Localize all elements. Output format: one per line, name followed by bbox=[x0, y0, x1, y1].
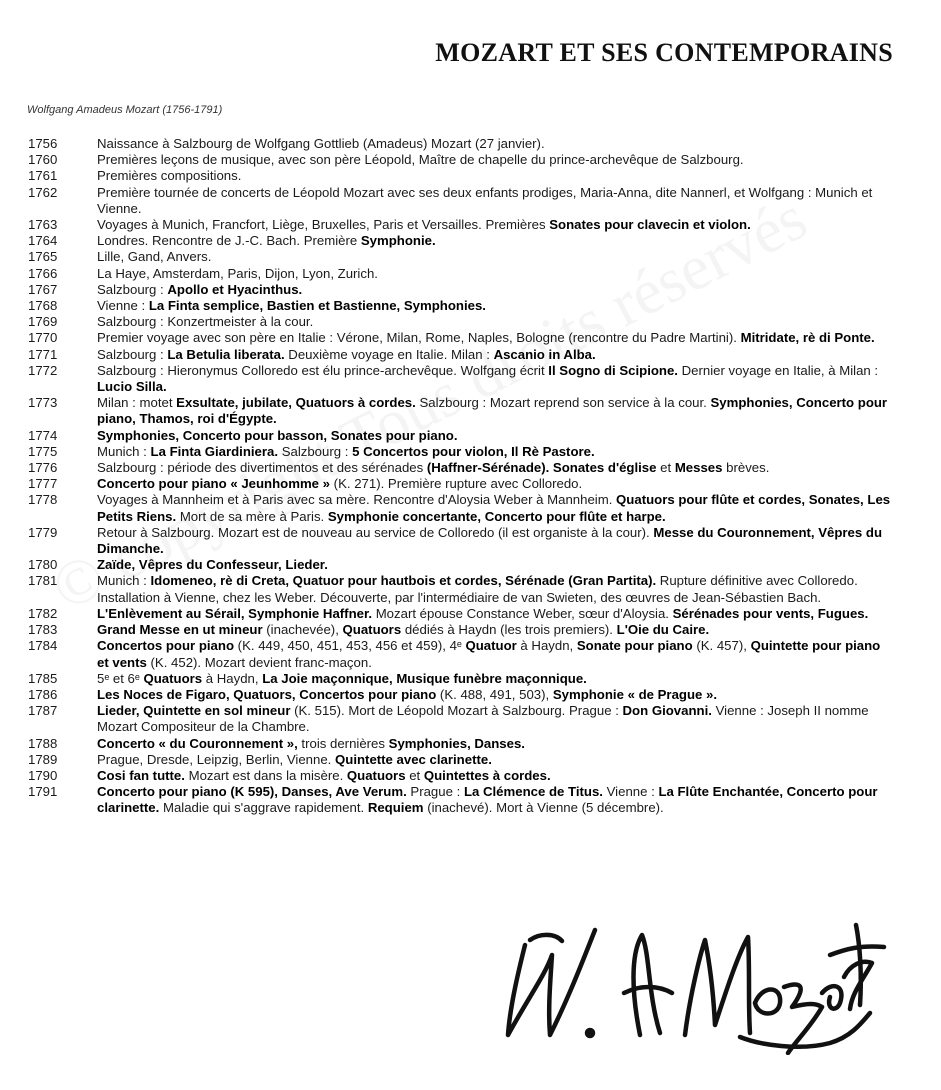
timeline-description bbox=[97, 152, 894, 168]
description-text: trois dernières bbox=[297, 735, 389, 751]
timeline-year: 1790 bbox=[28, 767, 58, 783]
timeline-row bbox=[28, 298, 894, 314]
work-title: Sérénades pour vents, Fugues. bbox=[672, 605, 869, 621]
work-title: Les Noces de Figaro, Quatuors, Concertos pour piano bbox=[97, 686, 437, 702]
timeline-description bbox=[97, 622, 894, 638]
timeline-row bbox=[28, 492, 894, 524]
description-text: Prague : bbox=[406, 784, 464, 800]
timeline-year: 1769 bbox=[28, 314, 58, 330]
timeline-row bbox=[28, 347, 894, 363]
work-title: Quatuors bbox=[342, 622, 402, 638]
timeline-row bbox=[28, 282, 894, 298]
timeline-row bbox=[28, 233, 894, 249]
timeline-description bbox=[97, 525, 894, 557]
description-text: Salzbourg : bbox=[97, 281, 168, 297]
timeline-description bbox=[97, 573, 894, 605]
description-text: brèves. bbox=[722, 460, 770, 476]
work-title: Apollo et Hyacinthus. bbox=[167, 281, 303, 297]
timeline-year: 1780 bbox=[28, 557, 58, 573]
timeline-description bbox=[97, 460, 894, 476]
work-title: Ascanio in Alba. bbox=[493, 346, 596, 362]
work-title: Symphonies, Danses. bbox=[388, 735, 525, 751]
description-text: Premier voyage avec son père en Italie : Vérone, Milan, Rome, Naples, Bologne (rencontre du Padre Martini). bbox=[97, 330, 741, 346]
timeline-row bbox=[28, 476, 894, 492]
timeline-row bbox=[28, 395, 894, 427]
timeline-year: 1768 bbox=[28, 298, 58, 314]
timeline-row bbox=[28, 687, 894, 703]
work-title: L'Oie du Caire. bbox=[616, 622, 710, 638]
timeline-row bbox=[28, 314, 894, 330]
work-title: La Flûte Enchantée, Concerto pour clarinette. bbox=[97, 784, 878, 816]
timeline-description bbox=[97, 492, 894, 524]
timeline-row bbox=[28, 152, 894, 168]
work-title: La Joie maçonnique, Musique funèbre maçonnique. bbox=[262, 670, 587, 686]
timeline-year: 1781 bbox=[28, 573, 58, 589]
work-title: (Haffner-Sérénade). Sonates d'église bbox=[426, 460, 657, 476]
work-title: Quatuors bbox=[346, 767, 406, 783]
timeline-description bbox=[97, 233, 894, 249]
description-text: Dernier voyage en Italie, à Milan : bbox=[677, 362, 879, 378]
timeline-row bbox=[28, 525, 894, 557]
work-title: Messe du Couronnement, Vêpres du Dimanche. bbox=[97, 524, 882, 557]
description-text: 5ᵉ et 6ᵉ bbox=[97, 670, 144, 686]
timeline-description bbox=[97, 266, 894, 282]
timeline-row bbox=[28, 428, 894, 444]
description-text: à Haydn, bbox=[516, 638, 577, 654]
timeline-row bbox=[28, 363, 894, 395]
work-title: Grand Messe en ut mineur bbox=[97, 622, 263, 638]
description-text: Premières leçons de musique, avec son père Léopold, Maître de chapelle du prince-archevêque de Salzbourg. bbox=[97, 152, 744, 168]
timeline-year: 1766 bbox=[28, 265, 58, 281]
timeline-description bbox=[97, 671, 894, 687]
timeline-year: 1785 bbox=[28, 670, 58, 686]
timeline-row bbox=[28, 330, 894, 346]
description-text: Munich : bbox=[97, 443, 151, 459]
description-text: Salzbourg : Hieronymus Colloredo est élu prince-archevêque. Wolfgang écrit bbox=[97, 362, 549, 378]
description-text: Munich : bbox=[97, 573, 151, 589]
timeline-description bbox=[97, 606, 894, 622]
work-title: Quintettes à cordes. bbox=[423, 767, 551, 783]
work-title: Symphonie « de Prague ». bbox=[552, 686, 718, 702]
work-title: Lucio Silla. bbox=[97, 379, 167, 395]
timeline-description bbox=[97, 768, 894, 784]
timeline-description bbox=[97, 347, 894, 363]
timeline-year: 1772 bbox=[28, 362, 58, 378]
work-title: Concerto pour piano (K 595), Danses, Ave Verum. bbox=[97, 784, 407, 800]
timeline-row bbox=[28, 638, 894, 670]
timeline-row bbox=[28, 185, 894, 217]
timeline-year: 1756 bbox=[28, 136, 58, 151]
work-title: Messes bbox=[674, 460, 723, 476]
description-text: Vienne : bbox=[602, 784, 659, 800]
description-text: Mozart épouse Constance Weber, sœur d'Aloysia. bbox=[372, 605, 673, 621]
work-title: Quatuors pour flûte et cordes, Sonates, Les Petits Riens. bbox=[97, 492, 891, 524]
timeline-row bbox=[28, 606, 894, 622]
timeline-year: 1791 bbox=[28, 784, 58, 800]
timeline-year: 1784 bbox=[28, 638, 58, 654]
timeline-description bbox=[97, 330, 894, 346]
timeline-row bbox=[28, 136, 894, 152]
work-title: Symphonie concertante, Concerto pour flûte et harpe. bbox=[327, 508, 666, 524]
timeline-description bbox=[97, 687, 894, 703]
description-text: Londres. Rencontre de J.-C. Bach. Première bbox=[97, 233, 361, 249]
timeline-description bbox=[97, 428, 894, 444]
timeline-description bbox=[97, 784, 894, 816]
timeline-year: 1779 bbox=[28, 524, 58, 540]
timeline-year: 1765 bbox=[28, 249, 58, 265]
description-text: Deuxième voyage en Italie. Milan : bbox=[284, 346, 494, 362]
work-title: Symphonie. bbox=[360, 233, 436, 249]
work-title: Sonate pour piano bbox=[576, 638, 693, 654]
timeline-year: 1777 bbox=[28, 476, 58, 492]
timeline-description bbox=[97, 638, 894, 670]
timeline-description bbox=[97, 249, 894, 265]
timeline-row bbox=[28, 444, 894, 460]
description-text: Maladie qui s'aggrave rapidement. bbox=[159, 800, 368, 816]
description-text: et bbox=[656, 460, 675, 476]
timeline-row bbox=[28, 671, 894, 687]
description-text: Première tournée de concerts de Léopold Mozart avec ses deux enfants prodiges, Maria-Anna, dite Nannerl, et Wolfgang : Munich et Vienne. bbox=[97, 184, 873, 216]
description-text: dédiés à Haydn (les trois premiers). bbox=[401, 622, 617, 638]
timeline-description bbox=[97, 363, 894, 395]
description-text: et bbox=[405, 767, 424, 783]
timeline-row bbox=[28, 168, 894, 184]
description-text: (K. 271). Première rupture avec Colloredo. bbox=[330, 476, 583, 492]
work-title: La Finta Giardiniera. bbox=[150, 443, 279, 459]
description-text: Vienne : bbox=[97, 298, 149, 314]
timeline-year: 1789 bbox=[28, 751, 58, 767]
timeline-row bbox=[28, 703, 894, 735]
timeline-year: 1787 bbox=[28, 703, 58, 719]
work-title: Don Giovanni. bbox=[622, 703, 712, 719]
timeline-year: 1776 bbox=[28, 460, 58, 476]
timeline-description bbox=[97, 282, 894, 298]
work-title: La Clémence de Titus. bbox=[463, 784, 603, 800]
timeline-description bbox=[97, 314, 894, 330]
description-text: Vienne : Joseph II nomme Mozart Compositeur de la Chambre. bbox=[97, 703, 869, 735]
page-title: MOZART ET SES CONTEMPORAINS bbox=[435, 38, 893, 67]
description-text: Salzbourg : bbox=[97, 346, 168, 362]
timeline-row bbox=[28, 768, 894, 784]
timeline-description bbox=[97, 395, 894, 427]
description-text: Salzbourg : Konzertmeister à la cour. bbox=[97, 314, 314, 330]
timeline-description bbox=[97, 168, 894, 184]
timeline-year: 1771 bbox=[28, 346, 58, 362]
timeline-year: 1778 bbox=[28, 492, 58, 508]
work-title: Quintette pour piano et vents bbox=[97, 638, 881, 670]
timeline-year: 1764 bbox=[28, 233, 58, 249]
description-text: Retour à Salzbourg. Mozart est de nouveau au service de Colloredo (il est organiste à la cour). bbox=[97, 524, 654, 540]
timeline-row bbox=[28, 266, 894, 282]
work-title: Symphonies, Concerto pour piano, Thamos, roi d'Égypte. bbox=[97, 395, 888, 427]
description-text: (K. 452). Mozart devient franc-maçon. bbox=[146, 654, 372, 670]
description-text: (K. 488, 491, 503), bbox=[436, 686, 553, 702]
timeline-description bbox=[97, 444, 894, 460]
timeline-year: 1774 bbox=[28, 427, 58, 443]
chronology-list bbox=[28, 136, 894, 817]
timeline-year: 1760 bbox=[28, 152, 58, 168]
description-text: Salzbourg : bbox=[278, 443, 353, 459]
description-text: Mort de sa mère à Paris. bbox=[176, 508, 328, 524]
work-title: Zaïde, Vêpres du Confesseur, Lieder. bbox=[97, 557, 328, 573]
timeline-year: 1762 bbox=[28, 184, 58, 200]
description-text: Prague, Dresde, Leipzig, Berlin, Vienne. bbox=[97, 751, 336, 767]
work-title: Quatuor bbox=[465, 638, 517, 654]
timeline-year: 1761 bbox=[28, 168, 58, 184]
timeline-description bbox=[97, 298, 894, 314]
work-title: Concertos pour piano bbox=[97, 638, 235, 654]
work-title: Concerto « du Couronnement », bbox=[97, 735, 298, 751]
timeline-year: 1786 bbox=[28, 686, 58, 702]
timeline-year: 1775 bbox=[28, 443, 58, 459]
timeline-description bbox=[97, 136, 894, 152]
timeline-description bbox=[97, 736, 894, 752]
description-text: Naissance à Salzbourg de Wolfgang Gottlieb (Amadeus) Mozart (27 janvier). bbox=[97, 136, 545, 151]
timeline-row bbox=[28, 217, 894, 233]
work-title: Concerto pour piano « Jeunhomme » bbox=[97, 476, 331, 492]
timeline-row bbox=[28, 557, 894, 573]
description-text: Premières compositions. bbox=[97, 168, 242, 184]
timeline-row bbox=[28, 249, 894, 265]
description-text: La Haye, Amsterdam, Paris, Dijon, Lyon, Zurich. bbox=[97, 265, 378, 281]
description-text: Lille, Gand, Anvers. bbox=[97, 249, 212, 265]
description-text: Salzbourg : Mozart reprend son service à la cour. bbox=[415, 395, 711, 411]
timeline-year: 1763 bbox=[28, 217, 58, 233]
work-title: Mitridate, rè di Ponte. bbox=[740, 330, 875, 346]
description-text: (inachevé). Mort à Vienne (5 décembre). bbox=[423, 800, 664, 816]
work-title: La Betulia liberata. bbox=[167, 346, 285, 362]
timeline-year: 1782 bbox=[28, 605, 58, 621]
work-title: L'Enlèvement au Sérail, Symphonie Haffner. bbox=[97, 605, 373, 621]
work-title: Il Sogno di Scipione. bbox=[548, 362, 678, 378]
work-title: Lieder, Quintette en sol mineur bbox=[97, 703, 291, 719]
timeline-row bbox=[28, 752, 894, 768]
work-title: Requiem bbox=[367, 800, 424, 816]
description-text: Mozart est dans la misère. bbox=[184, 767, 347, 783]
description-text: Voyages à Mannheim et à Paris avec sa mère. Rencontre d'Aloysia Weber à Mannheim. bbox=[97, 492, 617, 508]
timeline-year: 1788 bbox=[28, 735, 58, 751]
description-text: (K. 515). Mort de Léopold Mozart à Salzbourg. Prague : bbox=[290, 703, 623, 719]
work-title: Symphonies, Concerto pour basson, Sonates pour piano. bbox=[97, 427, 458, 443]
description-text: Voyages à Munich, Francfort, Liège, Bruxelles, Paris et Versailles. Premières bbox=[97, 217, 550, 233]
timeline-description bbox=[97, 217, 894, 233]
timeline-year: 1783 bbox=[28, 622, 58, 638]
work-title: La Finta semplice, Bastien et Bastienne, Symphonies. bbox=[148, 298, 486, 314]
timeline-year: 1770 bbox=[28, 330, 58, 346]
timeline-year: 1767 bbox=[28, 281, 58, 297]
timeline-row bbox=[28, 784, 894, 816]
description-text: (K. 457), bbox=[692, 638, 751, 654]
timeline-description bbox=[97, 185, 894, 217]
mozart-signature-image bbox=[500, 885, 890, 1055]
description-text: (K. 449, 450, 451, 453, 456 et 459), 4ᵉ bbox=[234, 638, 466, 654]
work-title: Cosi fan tutte. bbox=[97, 767, 185, 783]
description-text: Milan : motet bbox=[97, 395, 177, 411]
timeline-row bbox=[28, 460, 894, 476]
description-text: Salzbourg : période des divertimentos et des sérénades bbox=[97, 460, 427, 476]
timeline-row bbox=[28, 622, 894, 638]
page-subtitle: Wolfgang Amadeus Mozart (1756-1791) bbox=[27, 104, 223, 116]
timeline-description bbox=[97, 476, 894, 492]
timeline-row bbox=[28, 573, 894, 605]
work-title: Quintette avec clarinette. bbox=[335, 751, 492, 767]
timeline-year: 1773 bbox=[28, 395, 58, 411]
timeline-row bbox=[28, 736, 894, 752]
description-text: (inachevée), bbox=[262, 622, 343, 638]
work-title: Sonates pour clavecin et violon. bbox=[549, 217, 751, 233]
timeline-description bbox=[97, 703, 894, 735]
work-title: Exsultate, jubilate, Quatuors à cordes. bbox=[176, 395, 416, 411]
work-title: Quatuors bbox=[143, 670, 203, 686]
work-title: Idomeneo, rè di Creta, Quatuor pour hautbois et cordes, Sérénade (Gran Partita). bbox=[150, 573, 657, 589]
description-text: à Haydn, bbox=[202, 670, 263, 686]
timeline-description bbox=[97, 557, 894, 573]
work-title: 5 Concertos pour violon, Il Rè Pastore. bbox=[352, 443, 595, 459]
timeline-description bbox=[97, 752, 894, 768]
description-text: Rupture définitive avec Colloredo. Installation à Vienne, chez les Weber. Découverte, par l'intermédiaire de van Swieten, des œuvres de Jean-Sébastien Bach. bbox=[97, 573, 858, 605]
